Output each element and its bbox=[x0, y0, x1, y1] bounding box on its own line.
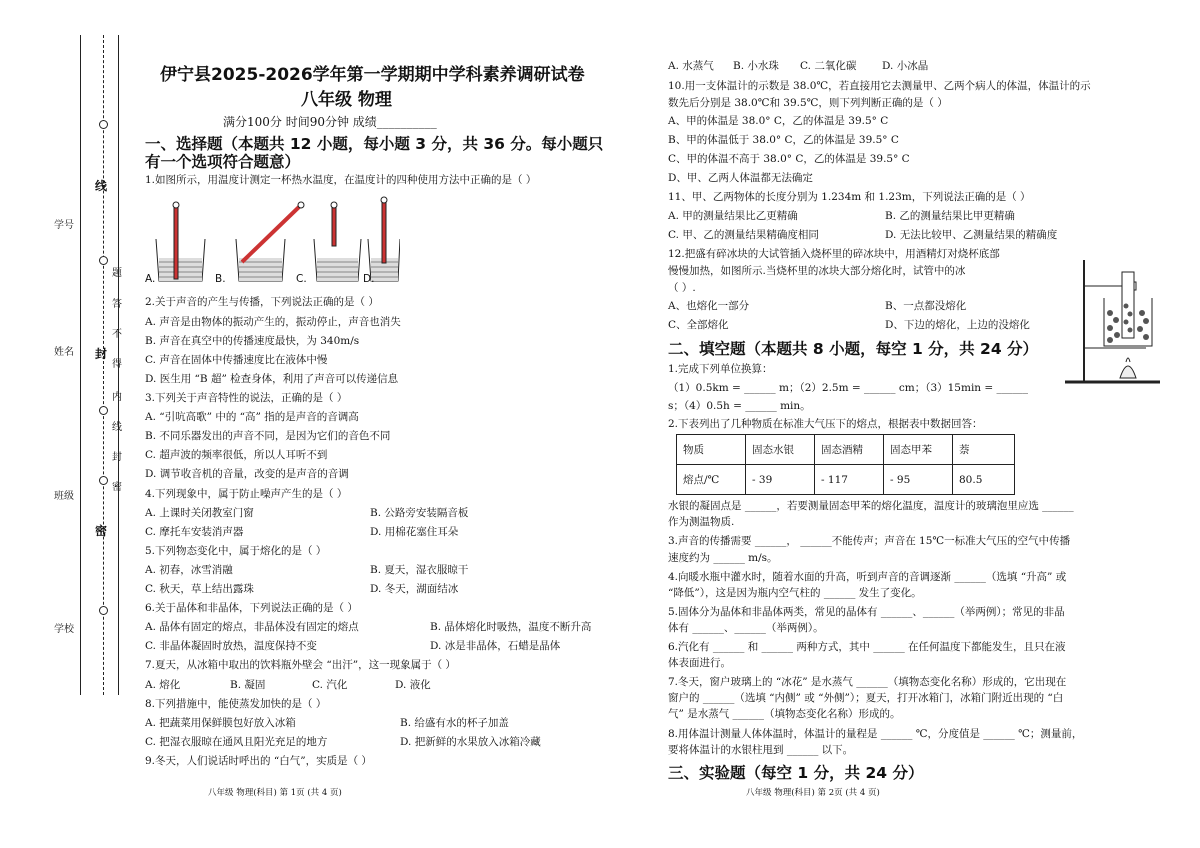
fill-question-6-line2: 体表面进行。 bbox=[668, 657, 731, 669]
exam-meta: 满分100分 时间90分钟 成绩__________ bbox=[223, 115, 437, 129]
field-school: 学校 bbox=[54, 624, 74, 635]
fill-question-2: 2.下表列出了几种物质在标准大气压下的熔点，根据表中数据回答： bbox=[668, 418, 983, 430]
q5-option-b: B. 夏天，湿衣服晾干 bbox=[370, 564, 469, 576]
q12-option-d: D、下边的熔化，上边的没熔化 bbox=[885, 319, 1030, 331]
q10-option-b: B、甲的体温低于 38.0° C，乙的体温是 39.5° C bbox=[668, 134, 899, 146]
q11-option-a: A. 甲的测量结果比乙更精确 bbox=[668, 210, 798, 222]
q1-label-a: A. bbox=[145, 273, 156, 285]
binding-dashed-line bbox=[103, 35, 104, 695]
fill-question-7-line3: 气” 是水蒸气 ______（填物态变化名称）形成的。 bbox=[668, 708, 901, 720]
fill-question-2-line3: 作为测温物质. bbox=[668, 516, 735, 528]
fill-question-8-line2: 要将体温计的水银柱甩到 ______ 以下。 bbox=[668, 744, 854, 756]
q7-option-a: A. 熔化 bbox=[145, 679, 181, 691]
question-12: 12.把盛有碎冰块的大试管插入烧杯里的碎冰块中，用酒精灯对烧杯底部 bbox=[668, 248, 1000, 260]
binding-dashed-word: 得 bbox=[112, 359, 122, 370]
question-1: 1.如图所示，用温度计测定一杯热水温度，在温度计的四种使用方法中正确的是（ ） bbox=[145, 174, 537, 186]
table-header-row bbox=[677, 435, 1015, 465]
q4-option-c: C. 摩托车安装消声器 bbox=[145, 526, 244, 538]
question-10: 10.用一支体温计的示数是 38.0℃，若直接用它去测量甲、乙两个病人的体温，体温计的示 bbox=[668, 80, 1091, 92]
fill-question-5-line2: 体有 ______、______（举两例）。 bbox=[668, 622, 824, 634]
section-1-title: 一、选择题（本题共 12 小题，每小题 3 分，共 36 分。每小题只 bbox=[145, 135, 604, 153]
q4-option-a: A. 上课时关闭教室门窗 bbox=[145, 507, 254, 519]
question-3: 3.下列关于声音特性的说法，正确的是（ ） bbox=[145, 392, 348, 404]
fill-question-7: 7.冬天，窗户玻璃上的 “冰花” 是水蒸气 ______（填物态变化名称）形成的，它出现在 bbox=[668, 676, 1067, 688]
q3-option-c: C. 超声波的频率很低，所以人耳听不到 bbox=[145, 449, 328, 461]
table-header-cell: 固态甲苯 bbox=[884, 435, 953, 465]
binding-dashed-word: 线 bbox=[112, 422, 122, 433]
q1-label-b: B. bbox=[215, 273, 226, 285]
q6-option-a: A. 晶体有固定的熔点，非晶体没有固定的熔点 bbox=[145, 621, 359, 633]
q2-option-a: A. 声音是由物体的振动产生的，振动停止，声音也消失 bbox=[145, 316, 401, 328]
q8-option-b: B. 给盛有水的杯子加盖 bbox=[400, 717, 509, 729]
table-cell: - 39 bbox=[746, 465, 815, 495]
q8-option-c: C. 把湿衣服晾在通风且阳光充足的地方 bbox=[145, 736, 328, 748]
q8-option-a: A. 把蔬菜用保鲜膜包好放入冰箱 bbox=[145, 717, 296, 729]
q7-option-d: D. 液化 bbox=[395, 679, 431, 691]
table-header-cell: 固态水银 bbox=[746, 435, 815, 465]
q12-option-a: A、也熔化一部分 bbox=[668, 300, 750, 312]
fill-question-3: 3.声音的传播需要 ______， ______不能传声；声音在 15℃一标准大气压的空气中传播 bbox=[668, 535, 1071, 547]
q2-option-d: D. 医生用 “B 超” 检查身体，利用了声音可以传递信息 bbox=[145, 373, 399, 385]
binding-dashed-word: 密 bbox=[112, 482, 122, 493]
melting-point-table bbox=[676, 434, 1015, 495]
binding-hole bbox=[99, 120, 108, 129]
fill-question-1-line2: （1）0.5km = ______ m；（2）2.5m = ______ cm；（3）15min = ______ bbox=[668, 382, 1029, 394]
question-9: 9.冬天，人们说话时呼出的 “白气”，实质是（ ） bbox=[145, 755, 372, 767]
q6-option-b: B. 晶体熔化时吸热，温度不断升高 bbox=[430, 621, 592, 633]
footer-page-2: 八年级 物理(科目) 第 2页 (共 4 页) bbox=[746, 788, 880, 798]
table-header-cell: 萘 bbox=[953, 435, 1015, 465]
question-11: 11、甲、乙两物体的长度分别为 1.234m 和 1.23m，下列说法正确的是（ ） bbox=[668, 191, 1031, 203]
table-cell: - 117 bbox=[815, 465, 884, 495]
fill-question-1: 1.完成下列单位换算： bbox=[668, 363, 773, 375]
q3-option-d: D. 调节收音机的音量，改变的是声音的音调 bbox=[145, 468, 349, 480]
q10-option-c: C、甲的体温不高于 38.0° C，乙的体温是 39.5° C bbox=[668, 153, 910, 165]
q4-option-d: D. 用棉花塞住耳朵 bbox=[370, 526, 459, 538]
q2-option-b: B. 声音在真空中的传播速度最快，为 340m/s bbox=[145, 335, 360, 347]
q4-option-b: B. 公路旁安装隔音板 bbox=[370, 507, 469, 519]
q10-option-d: D、甲、乙两人体温都无法确定 bbox=[668, 172, 813, 184]
q1-label-d: D. bbox=[363, 273, 375, 285]
q3-option-a: A. “引吭高歌” 中的 “高” 指的是声音的音调高 bbox=[145, 411, 359, 423]
fill-question-8: 8.用体温计测量人体体温时，体温计的量程是 ______ ℃，分度值是 ______ ℃；测量前， bbox=[668, 728, 1083, 740]
table-row bbox=[677, 465, 1015, 495]
field-student-id: 学号 bbox=[54, 220, 74, 231]
q12-apparatus-figure bbox=[1060, 258, 1170, 390]
table-header-cell: 物质 bbox=[677, 435, 746, 465]
q1-label-c: C. bbox=[296, 273, 307, 285]
beaker-c bbox=[314, 202, 361, 281]
table-cell: 80.5 bbox=[953, 465, 1015, 495]
q11-option-d: D. 无法比较甲、乙测量结果的精确度 bbox=[885, 229, 1058, 241]
question-6: 6.关于晶体和非晶体，下列说法正确的是（ ） bbox=[145, 602, 358, 614]
question-5: 5.下列物态变化中，属于熔化的是（ ） bbox=[145, 545, 327, 557]
binding-dashed-word: 不 bbox=[112, 329, 122, 340]
binding-dashed-word: 内 bbox=[112, 392, 122, 403]
footer-page-1: 八年级 物理(科目) 第 1页 (共 4 页) bbox=[208, 788, 342, 798]
q10-option-a: A、甲的体温是 38.0° C，乙的体温是 39.5° C bbox=[668, 115, 889, 127]
fill-question-3-line2: 速度约为 ______ m/s。 bbox=[668, 552, 778, 564]
section-1-title-cont: 有一个选项符合题意） bbox=[145, 153, 301, 171]
table-header-cell: 固态酒精 bbox=[815, 435, 884, 465]
question-10-cont: 数先后分别是 38.0℃和 39.5℃，则下列判断正确的是（ ） bbox=[668, 97, 948, 109]
question-8: 8.下列措施中，能使蒸发加快的是（ ） bbox=[145, 698, 327, 710]
fill-question-2-line2: 水银的凝固点是 ______，若要测量固态甲苯的熔化温度，温度计的玻璃泡里应选 ______ bbox=[668, 500, 1074, 512]
binding-hole bbox=[99, 256, 108, 265]
binding-hole bbox=[99, 606, 108, 615]
binding-outer-line bbox=[80, 35, 81, 695]
q9-option-d: D. 小冰晶 bbox=[882, 60, 929, 72]
exam-title: 伊宁县2025-2026学年第一学期期中学科素养调研试卷 bbox=[160, 65, 585, 85]
fill-question-6: 6.汽化有 ______ 和 ______ 两种方式，其中 ______ 在任何温度下都能发生，且只在液 bbox=[668, 641, 1066, 653]
beaker-b bbox=[236, 202, 304, 281]
q9-option-b: B. 小水珠 bbox=[733, 60, 779, 72]
binding-word-secret: 密 bbox=[95, 524, 108, 538]
fill-question-1-line3: s；（4）0.5h = ______ min。 bbox=[668, 400, 811, 412]
q9-option-a: A. 水蒸气 bbox=[668, 60, 714, 72]
question-12-cont: 慢慢加热，如图所示.当烧杯里的冰块大部分熔化时，试管中的冰 bbox=[668, 265, 966, 277]
binding-hole bbox=[99, 476, 108, 485]
q3-option-b: B. 不同乐器发出的声音不同，是因为它们的音色不同 bbox=[145, 430, 391, 442]
q7-option-c: C. 汽化 bbox=[312, 679, 348, 691]
question-4: 4.下列现象中，属于防止噪声产生的是（ ） bbox=[145, 488, 348, 500]
q5-option-d: D. 冬天，湖面结冰 bbox=[370, 583, 459, 595]
q12-option-c: C、全部熔化 bbox=[668, 319, 729, 331]
section-3-title: 三、实验题（每空 1 分，共 24 分） bbox=[668, 764, 924, 782]
q2-option-c: C. 声音在固体中传播速度比在液体中慢 bbox=[145, 354, 328, 366]
binding-dashed-word: 题 bbox=[112, 268, 122, 279]
q1-figure bbox=[140, 196, 400, 291]
exam-subtitle: 八年级 物理 bbox=[301, 90, 392, 110]
fill-question-5: 5.固体分为晶体和非晶体两类，常见的晶体有 ______、______（举两例）；常见的非晶 bbox=[668, 606, 1065, 618]
q6-option-d: D. 冰是非晶体，石蜡是晶体 bbox=[430, 640, 561, 652]
q8-option-d: D. 把新鲜的水果放入冰箱冷藏 bbox=[400, 736, 541, 748]
question-7: 7.夏天，从冰箱中取出的饮料瓶外壁会 “出汗”，这一现象属于（ ） bbox=[145, 659, 456, 671]
table-cell: - 95 bbox=[884, 465, 953, 495]
table-cell: 熔点/℃ bbox=[677, 465, 746, 495]
question-12-blank: （ ）. bbox=[668, 282, 696, 294]
q12-option-b: B、一点都没熔化 bbox=[885, 300, 967, 312]
binding-word-seal: 封 bbox=[95, 347, 108, 361]
section-2-title: 二、填空题（本题共 8 小题，每空 1 分，共 24 分） bbox=[668, 340, 1039, 358]
q5-option-a: A. 初春，冰雪消融 bbox=[145, 564, 233, 576]
q5-option-c: C. 秋天，草上结出露珠 bbox=[145, 583, 254, 595]
q9-option-c: C. 二氧化碳 bbox=[800, 60, 857, 72]
binding-dashed-word: 答 bbox=[112, 299, 122, 310]
fill-question-7-line2: 窗户的 ______（选填 “内侧” 或 “外侧”）；夏天，打开冰箱门，冰箱门附近出现的 “白 bbox=[668, 692, 1064, 704]
binding-hole bbox=[99, 406, 108, 415]
q6-option-c: C. 非晶体凝固时放热，温度保持不变 bbox=[145, 640, 317, 652]
q11-option-c: C. 甲、乙的测量结果精确度相同 bbox=[668, 229, 819, 241]
field-name: 姓名 bbox=[54, 347, 74, 358]
fill-question-4-line2: “降低”），这是因为瓶内空气柱的 ______ 发生了变化。 bbox=[668, 587, 922, 599]
beaker-a bbox=[156, 202, 205, 281]
field-class: 班级 bbox=[54, 491, 74, 502]
q7-option-b: B. 凝固 bbox=[230, 679, 266, 691]
binding-dashed-word: 封 bbox=[112, 452, 122, 463]
beaker-d bbox=[368, 197, 400, 281]
q11-option-b: B. 乙的测量结果比甲更精确 bbox=[885, 210, 1015, 222]
question-2: 2.关于声音的产生与传播，下列说法正确的是（ ） bbox=[145, 296, 379, 308]
fill-question-4: 4.向暖水瓶中灌水时，随着水面的升高，听到声音的音调逐渐 ______（选填 “升高” 或 bbox=[668, 571, 1067, 583]
binding-word-line: 线 bbox=[95, 179, 108, 193]
